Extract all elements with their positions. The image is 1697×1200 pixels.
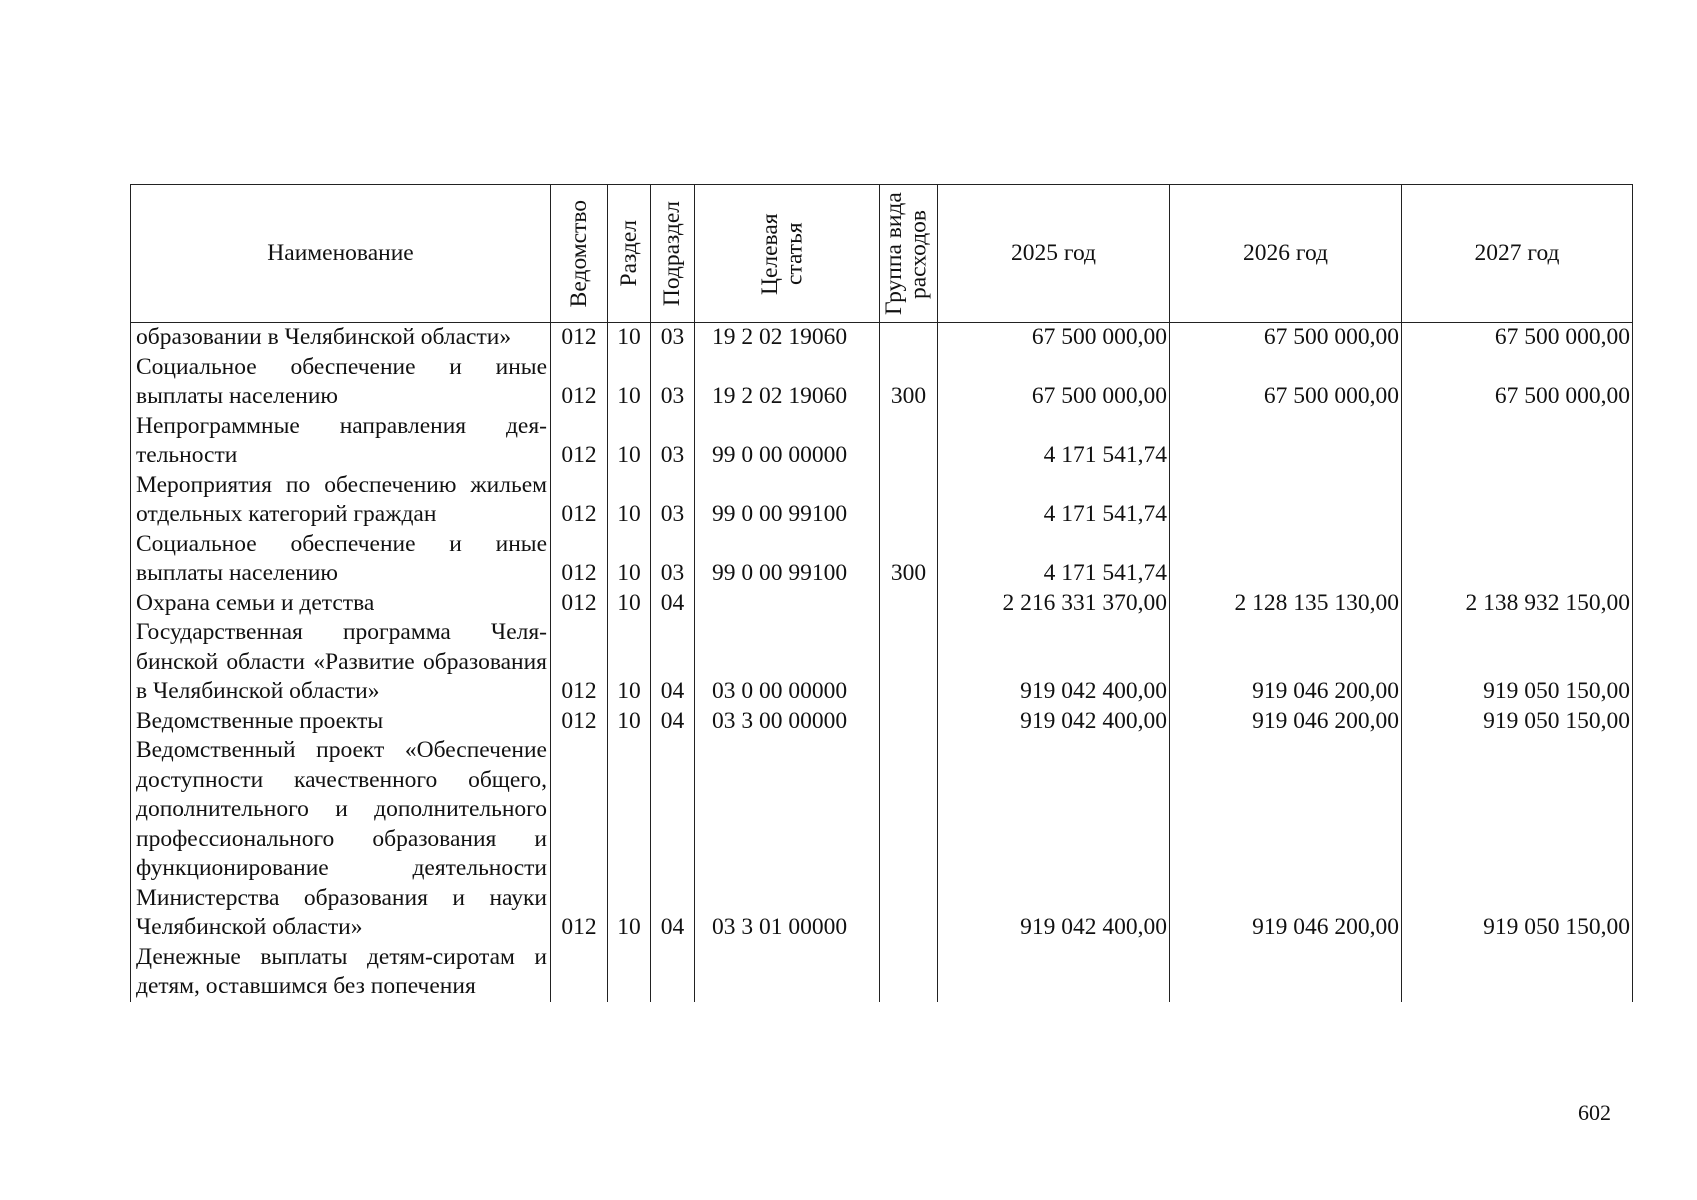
- table-row: [131, 323, 1633, 353]
- header-year-2027: 2027 год: [1402, 185, 1633, 323]
- cell-amount-2027: [1402, 943, 1633, 1002]
- cell-expense-group: 300: [880, 353, 938, 412]
- cell-department: 012: [551, 323, 608, 353]
- cell-department: 012: [551, 412, 608, 471]
- cell-subsection: 04: [651, 736, 695, 943]
- cell-subsection: 04: [651, 618, 695, 707]
- cell-amount-2026: [1170, 530, 1402, 589]
- header-year-2025: 2025 год: [938, 185, 1170, 323]
- page-number: 602: [1578, 1100, 1611, 1125]
- cell-subsection: 03: [651, 471, 695, 530]
- cell-amount-2027: 919 050 150,00: [1402, 618, 1633, 707]
- cell-target-article: 19 2 02 19060: [695, 353, 880, 412]
- header-department: Ведомство: [551, 185, 608, 323]
- cell-department: 012: [551, 589, 608, 619]
- cell-amount-2027: [1402, 471, 1633, 530]
- cell-target-article: [695, 943, 880, 1002]
- cell-section: 10: [608, 589, 651, 619]
- header-target-article: Целевая статья: [695, 185, 880, 323]
- table-header-row: [131, 185, 1633, 323]
- cell-amount-2025: 4 171 541,74: [938, 530, 1170, 589]
- cell-target-article: 19 2 02 19060: [695, 323, 880, 353]
- cell-section: 10: [608, 736, 651, 943]
- cell-name: Непрограммные направления деятельности: [131, 412, 551, 471]
- cell-expense-group: [880, 943, 938, 1002]
- cell-amount-2026: 919 046 200,00: [1170, 618, 1402, 707]
- cell-amount-2027: 919 050 150,00: [1402, 707, 1633, 737]
- cell-name: Социальное обеспечение и иные выплаты населению: [131, 353, 551, 412]
- header-subsection: Подраздел: [651, 185, 695, 323]
- cell-department: 012: [551, 471, 608, 530]
- cell-name: Охрана семьи и детства: [131, 589, 551, 619]
- cell-expense-group: [880, 707, 938, 737]
- table-body: [131, 323, 1633, 1002]
- cell-name: Ведомственные проекты: [131, 707, 551, 737]
- cell-amount-2025: 4 171 541,74: [938, 412, 1170, 471]
- cell-expense-group: [880, 323, 938, 353]
- cell-expense-group: [880, 471, 938, 530]
- cell-target-article: 99 0 00 99100: [695, 530, 880, 589]
- cell-subsection: [651, 943, 695, 1002]
- cell-subsection: 03: [651, 530, 695, 589]
- table-row: [131, 353, 1633, 412]
- cell-name: образовании в Челябинской области»: [131, 323, 551, 353]
- header-section: Раздел: [608, 185, 651, 323]
- cell-subsection: 03: [651, 323, 695, 353]
- table-row: [131, 530, 1633, 589]
- cell-target-article: 03 3 01 00000: [695, 736, 880, 943]
- cell-amount-2026: [1170, 471, 1402, 530]
- table-row: [131, 943, 1633, 1002]
- cell-amount-2025: 2 216 331 370,00: [938, 589, 1170, 619]
- cell-department: 012: [551, 736, 608, 943]
- cell-department: 012: [551, 618, 608, 707]
- cell-expense-group: [880, 736, 938, 943]
- cell-amount-2025: 67 500 000,00: [938, 353, 1170, 412]
- cell-section: 10: [608, 471, 651, 530]
- cell-name: Ведомственный проект «Обеспечение доступности качественного общего, дополнительного и дополнительного профессионального образования и функционирование деятельности Министерства образования и науки Челябинской области»: [131, 736, 551, 943]
- cell-amount-2026: 919 046 200,00: [1170, 736, 1402, 943]
- cell-amount-2025: [938, 943, 1170, 1002]
- cell-amount-2026: [1170, 412, 1402, 471]
- cell-amount-2026: 67 500 000,00: [1170, 323, 1402, 353]
- cell-amount-2027: 919 050 150,00: [1402, 736, 1633, 943]
- header-expense-group: Группа вида расходов: [880, 185, 938, 323]
- cell-section: 10: [608, 323, 651, 353]
- cell-department: 012: [551, 353, 608, 412]
- table-row: [131, 589, 1633, 619]
- cell-section: 10: [608, 707, 651, 737]
- cell-section: [608, 943, 651, 1002]
- cell-amount-2026: 67 500 000,00: [1170, 353, 1402, 412]
- cell-amount-2027: 67 500 000,00: [1402, 323, 1633, 353]
- cell-department: 012: [551, 707, 608, 737]
- cell-expense-group: [880, 618, 938, 707]
- cell-target-article: [695, 589, 880, 619]
- cell-expense-group: 300: [880, 530, 938, 589]
- cell-subsection: 03: [651, 353, 695, 412]
- cell-amount-2027: 67 500 000,00: [1402, 353, 1633, 412]
- cell-amount-2027: [1402, 530, 1633, 589]
- cell-section: 10: [608, 353, 651, 412]
- cell-amount-2026: 2 128 135 130,00: [1170, 589, 1402, 619]
- cell-amount-2026: 919 046 200,00: [1170, 707, 1402, 737]
- header-name: Наименование: [131, 185, 551, 323]
- cell-target-article: 99 0 00 00000: [695, 412, 880, 471]
- cell-target-article: 03 0 00 00000: [695, 618, 880, 707]
- cell-amount-2025: 919 042 400,00: [938, 618, 1170, 707]
- cell-amount-2025: 919 042 400,00: [938, 736, 1170, 943]
- table-row: [131, 412, 1633, 471]
- table-row: [131, 736, 1633, 943]
- cell-amount-2025: 919 042 400,00: [938, 707, 1170, 737]
- table-row: [131, 618, 1633, 707]
- cell-target-article: 03 3 00 00000: [695, 707, 880, 737]
- cell-subsection: 03: [651, 412, 695, 471]
- cell-section: 10: [608, 618, 651, 707]
- cell-amount-2027: [1402, 412, 1633, 471]
- cell-name: Государственная программа Челябинской области «Развитие образования в Челябинской области»: [131, 618, 551, 707]
- cell-department: [551, 943, 608, 1002]
- table-row: [131, 707, 1633, 737]
- cell-section: 10: [608, 530, 651, 589]
- budget-table: [130, 184, 1633, 1002]
- cell-expense-group: [880, 412, 938, 471]
- cell-name: Социальное обеспечение и иные выплаты населению: [131, 530, 551, 589]
- cell-amount-2025: 4 171 541,74: [938, 471, 1170, 530]
- table-row: [131, 471, 1633, 530]
- cell-expense-group: [880, 589, 938, 619]
- cell-name: Денежные выплаты детям-сиротам и детям, оставшимся без попечения: [131, 943, 551, 1002]
- cell-target-article: 99 0 00 99100: [695, 471, 880, 530]
- cell-amount-2026: [1170, 943, 1402, 1002]
- cell-amount-2027: 2 138 932 150,00: [1402, 589, 1633, 619]
- cell-section: 10: [608, 412, 651, 471]
- cell-subsection: 04: [651, 589, 695, 619]
- cell-name: Мероприятия по обеспечению жильем отдельных категорий граждан: [131, 471, 551, 530]
- cell-amount-2025: 67 500 000,00: [938, 323, 1170, 353]
- cell-department: 012: [551, 530, 608, 589]
- cell-subsection: 04: [651, 707, 695, 737]
- header-year-2026: 2026 год: [1170, 185, 1402, 323]
